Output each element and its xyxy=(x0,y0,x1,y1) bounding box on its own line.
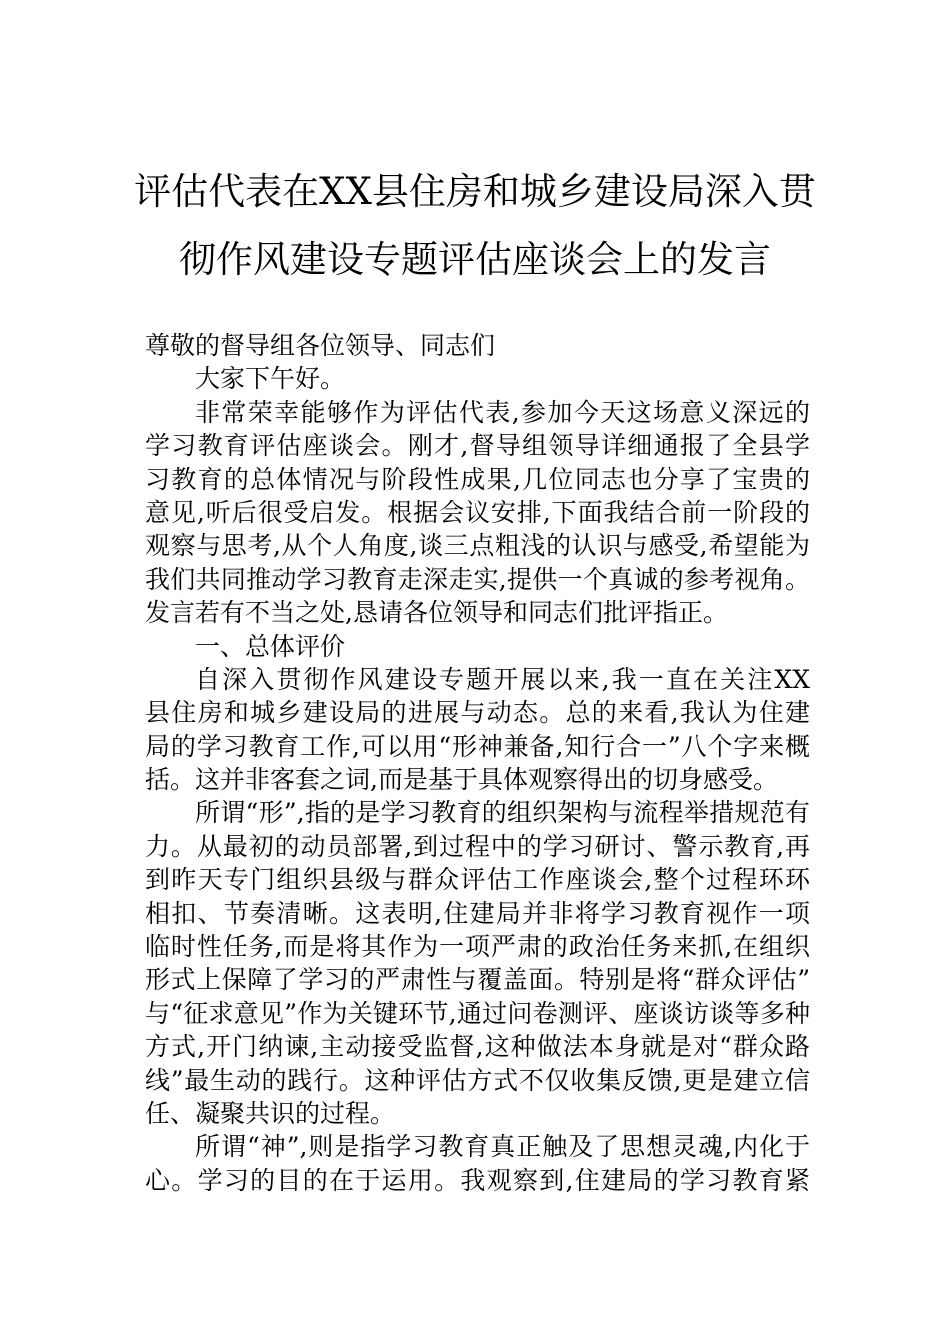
document-body xyxy=(145,329,810,1197)
body-line: 临时性任务,而是将其作为一项严肃的政治任务来抓,在组织 xyxy=(145,932,810,962)
body-line: 任、凝聚共识的过程。 xyxy=(145,1098,396,1128)
body-line: 自深入贯彻作风建设专题开展以来,我一直在关注XX xyxy=(195,664,810,694)
body-line: 所谓“形”,指的是学习教育的组织架构与流程举措规范有 xyxy=(195,798,810,828)
body-line: 所谓“神”,则是指学习教育真正触及了思想灵魂,内化于 xyxy=(195,1132,810,1162)
body-line: 心。学习的目的在于运用。我观察到,住建局的学习教育紧 xyxy=(145,1165,810,1195)
document-title xyxy=(120,158,830,294)
body-line: 一、总体评价 xyxy=(195,631,346,661)
body-line: 大家下午好。 xyxy=(195,364,346,394)
body-line: 意见,听后很受启发。根据会议安排,下面我结合前一阶段的 xyxy=(145,497,810,527)
body-line: 形式上保障了学习的严肃性与覆盖面。特别是将“群众评估” xyxy=(145,965,810,995)
body-line: 与“征求意见”作为关键环节,通过问卷测评、座谈访谈等多种 xyxy=(145,998,810,1028)
title-line-2: 彻作风建设专题评估座谈会上的发言 xyxy=(179,238,771,281)
body-line: 相扣、节奏清晰。这表明,住建局并非将学习教育视作一项 xyxy=(145,898,810,928)
body-line: 习教育的总体情况与阶段性成果,几位同志也分享了宝贵的 xyxy=(145,464,810,494)
title-line-1: 评估代表在XX县住房和城乡建设局深入贯 xyxy=(134,170,816,213)
body-line: 尊敬的督导组各位领导、同志们 xyxy=(145,331,496,360)
body-line: 发言若有不当之处,恳请各位领导和同志们批评指正。 xyxy=(145,598,728,628)
body-line: 到昨天专门组织县级与群众评估工作座谈会,整个过程环环 xyxy=(145,865,810,895)
body-line: 学习教育评估座谈会。刚才,督导组领导详细通报了全县学 xyxy=(145,431,810,461)
body-line: 方式,开门纳谏,主动接受监督,这种做法本身就是对“群众路 xyxy=(145,1032,810,1062)
body-line: 观察与思考,从个人角度,谈三点粗浅的认识与感受,希望能为 xyxy=(145,531,810,561)
body-line: 局的学习教育工作,可以用“形神兼备,知行合一”八个字来概 xyxy=(145,731,810,761)
body-line: 县住房和城乡建设局的进展与动态。总的来看,我认为住建 xyxy=(145,698,810,728)
body-line: 非常荣幸能够作为评估代表,参加今天这场意义深远的 xyxy=(195,397,810,427)
body-line: 括。这并非客套之词,而是基于具体观察得出的切身感受。 xyxy=(145,765,778,795)
body-line: 线”最生动的践行。这种评估方式不仅收集反馈,更是建立信 xyxy=(145,1065,810,1095)
body-line: 力。从最初的动员部署,到过程中的学习研讨、警示教育,再 xyxy=(145,831,810,861)
body-line: 我们共同推动学习教育走深走实,提供一个真诚的参考视角。 xyxy=(145,564,810,594)
